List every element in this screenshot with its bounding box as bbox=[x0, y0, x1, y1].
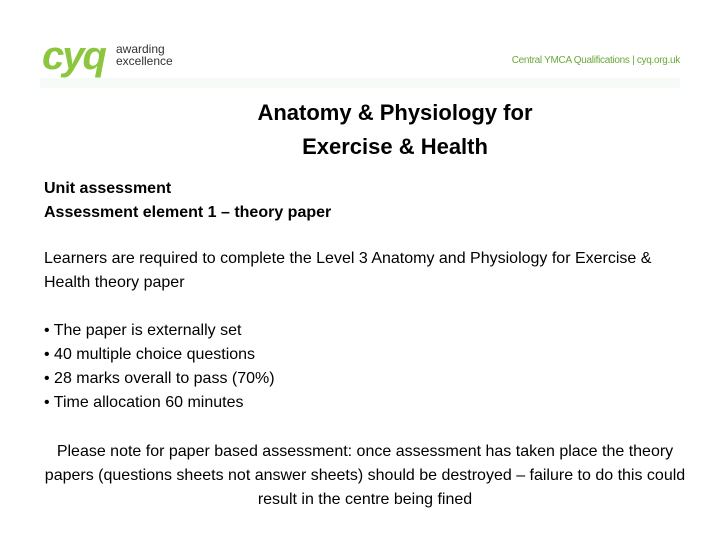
bullet-item: • The paper is externally set bbox=[44, 322, 242, 339]
note-text: Please note for paper based assessment: once assessment has taken place the theory papers (questions sheets not answer sheets) should be destroyed – failure to do this could result in the centre being fined bbox=[44, 443, 686, 508]
cyq-logo: cyq bbox=[42, 34, 105, 78]
bullet-list bbox=[44, 319, 275, 415]
tagline-line-1: awarding bbox=[116, 42, 165, 56]
intro-text: Learners are required to complete the Level 3 Anatomy and Physiology for Exercise & Health theory paper bbox=[44, 250, 652, 291]
slide-title bbox=[180, 96, 610, 164]
title-line-1: Anatomy & Physiology for bbox=[257, 100, 533, 125]
title-line-2: Exercise & Health bbox=[302, 134, 488, 159]
bullet-item: • Time allocation 60 minutes bbox=[44, 394, 244, 411]
org-name: Central YMCA Qualifications | cyq.org.uk bbox=[511, 55, 680, 66]
bullet-item: • 28 marks overall to pass (70%) bbox=[44, 370, 275, 387]
bullet-item: • 40 multiple choice questions bbox=[44, 346, 256, 363]
logo-tagline bbox=[116, 43, 173, 67]
subtitle-line-1: Unit assessment bbox=[44, 180, 172, 197]
header-divider bbox=[40, 78, 680, 88]
tagline-line-2: excellence bbox=[116, 54, 173, 68]
subtitle-line-2: Assessment element 1 – theory paper bbox=[44, 204, 332, 221]
subtitle bbox=[44, 177, 331, 225]
